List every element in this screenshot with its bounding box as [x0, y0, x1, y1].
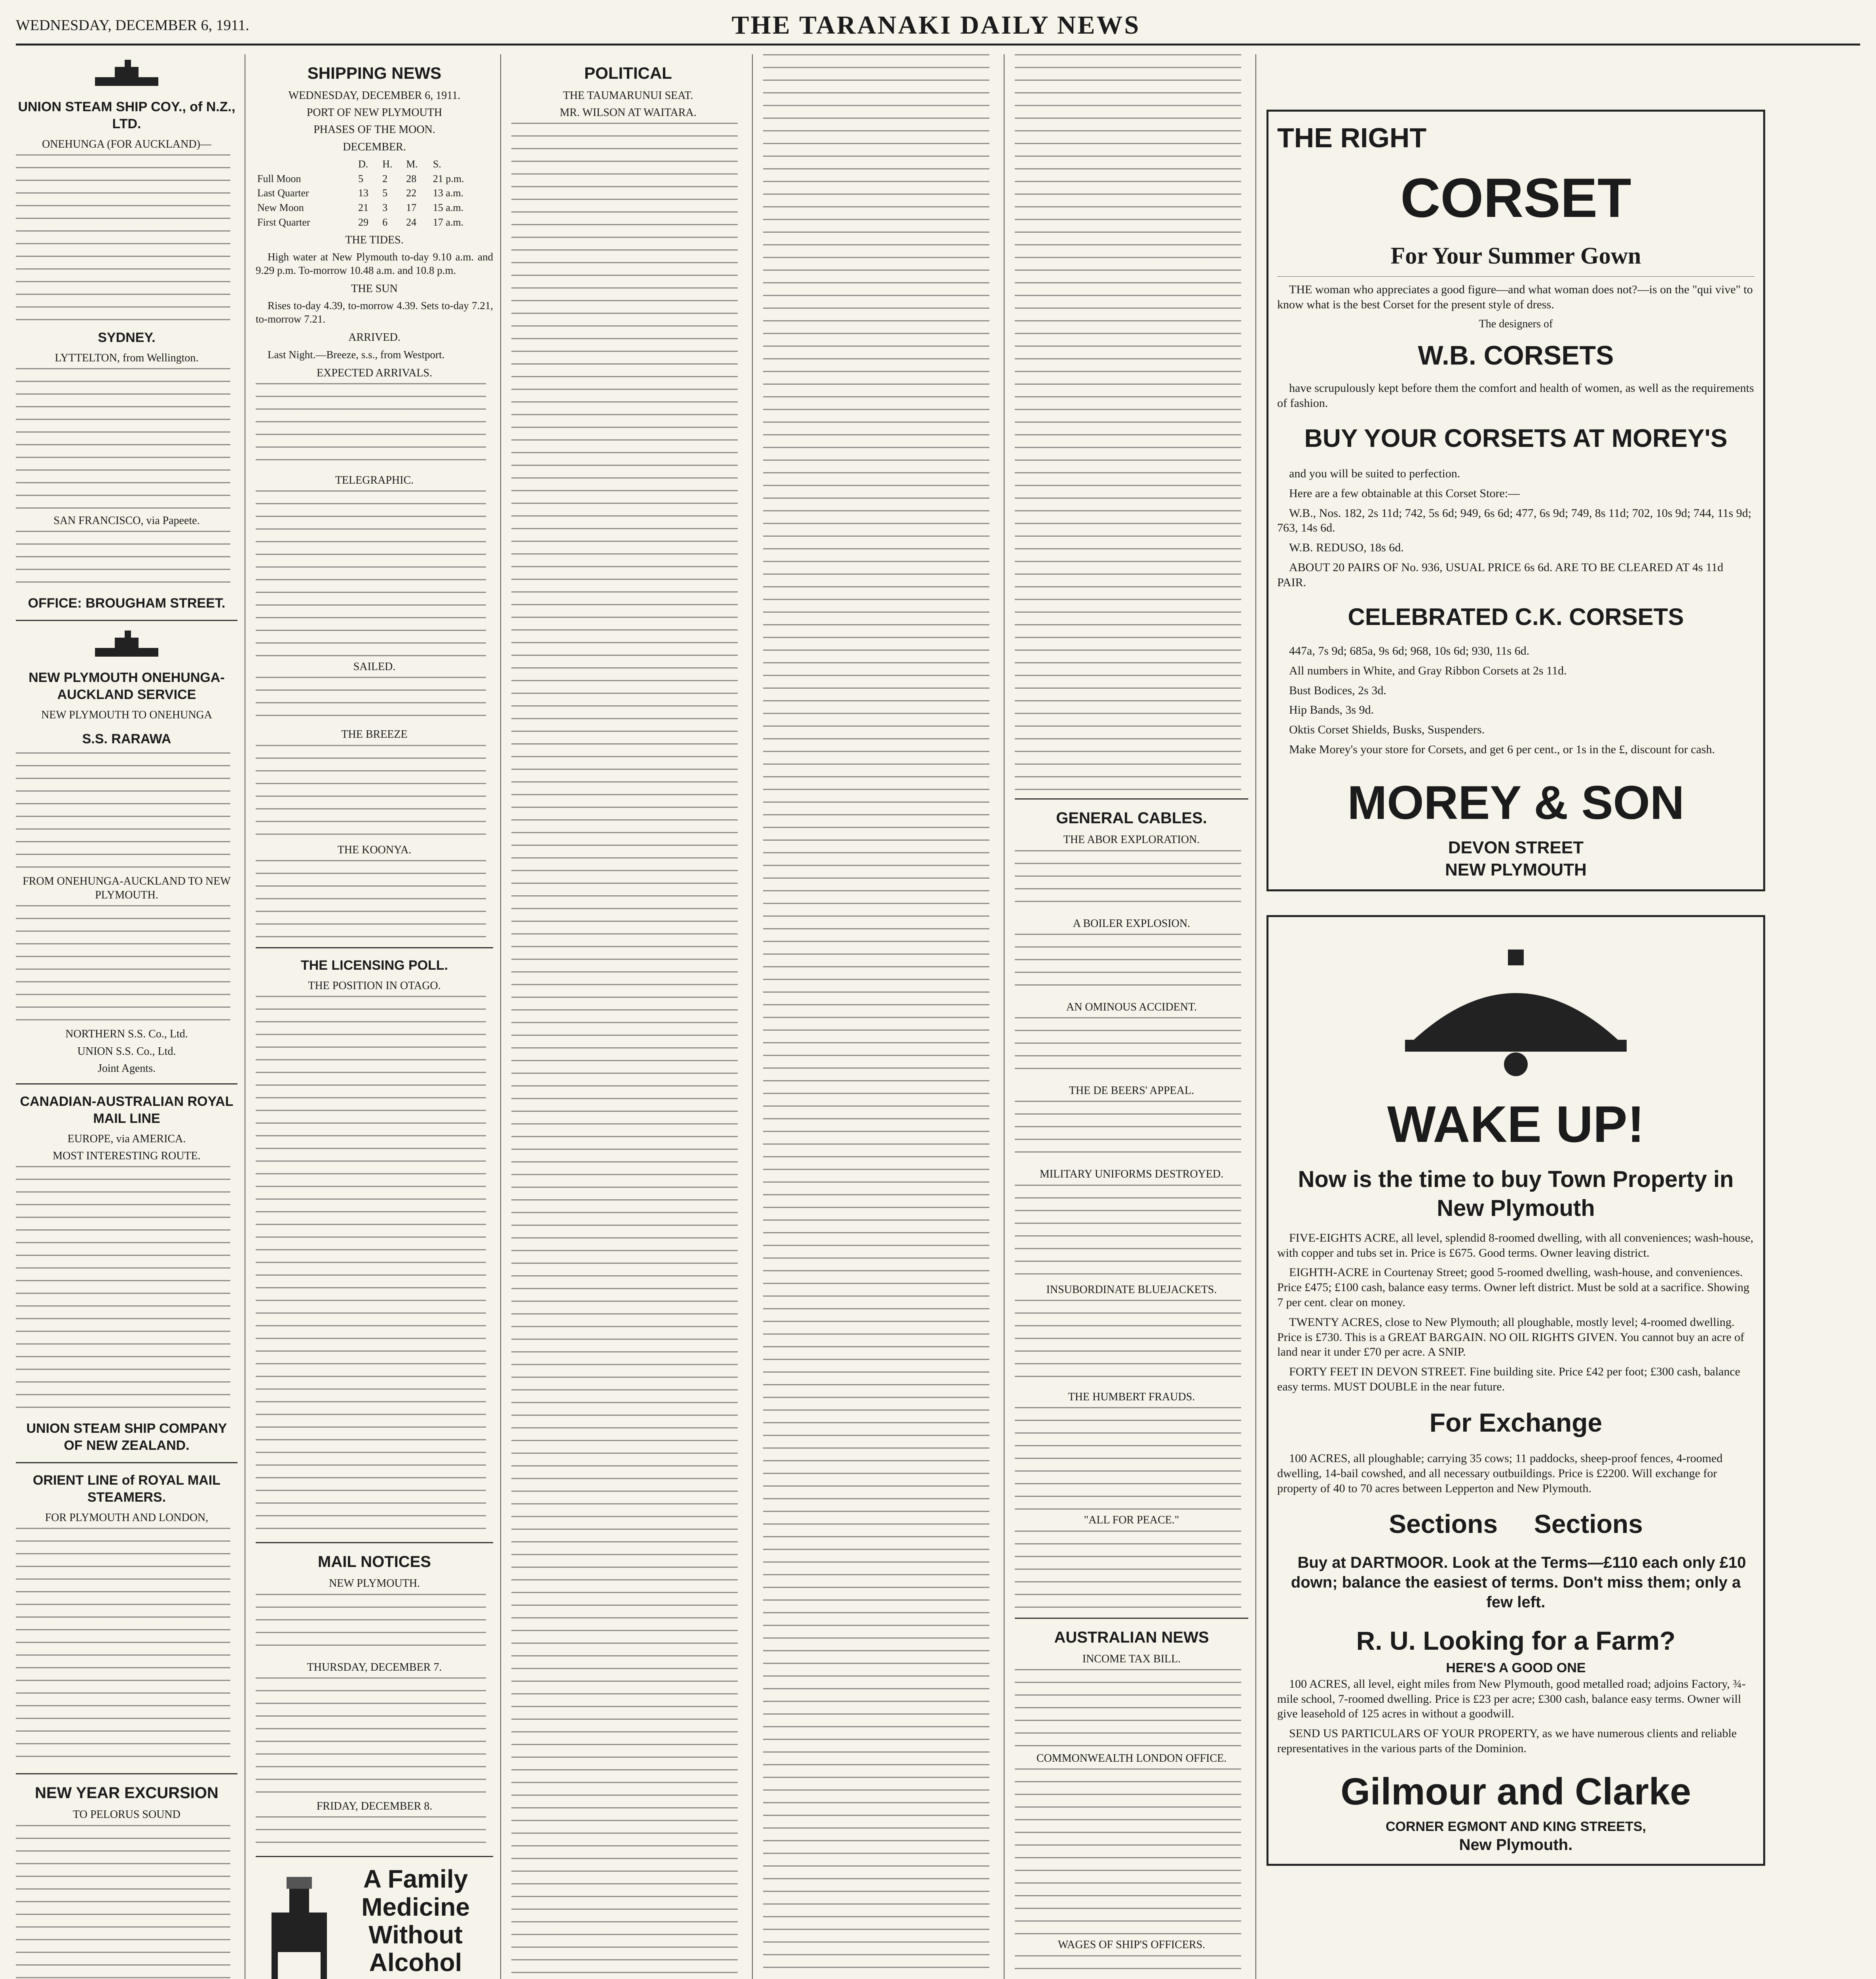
london-office-title: COMMONWEALTH LONDON OFFICE.: [1036, 1752, 1227, 1765]
firm-address: CORNER EGMONT AND KING STREETS,: [1386, 1819, 1646, 1834]
mail-notices-headline: MAIL NOTICES: [318, 1553, 431, 1571]
corset-ad: [1266, 110, 1765, 891]
wb-text: have scrupulously kept before them the comfort and health of women, as well as the requirements of fashion.: [1277, 381, 1754, 410]
ck-corsets: CELEBRATED C.K. CORSETS: [1348, 603, 1684, 630]
wb-prices: W.B., Nos. 182, 2s 11d; 742, 5s 6d; 949, 6s 6d; 477, 6s 9d; 749, 8s 11d; 702, 10s 9d; 744, 11s 9d; 763, 14s 6d.: [1277, 506, 1752, 535]
moon-cell: 3: [382, 202, 388, 214]
perfection-text: and you will be suited to perfection.: [1289, 467, 1460, 480]
moon-phases-title: PHASES OF THE MOON.: [313, 123, 435, 136]
shipping-ads-column: [16, 54, 245, 1979]
town-property-sub: Now is the time to buy Town Property in New Plymouth: [1298, 1166, 1734, 1221]
joint-agents: Joint Agents.: [97, 1062, 156, 1075]
wake-up: WAKE UP!: [1387, 1095, 1644, 1153]
debeers-title: THE DE BEERS' APPEAL.: [1069, 1084, 1194, 1097]
moon-cell: First Quarter: [257, 216, 310, 228]
steamship-icon: [87, 629, 166, 661]
steamship-icon: [87, 58, 166, 90]
new-plymouth: NEW PLYMOUTH: [1445, 860, 1587, 879]
medicine-bottle-icon: [256, 1865, 347, 1979]
issue-date: WEDNESDAY, DECEMBER 6, 1911.: [16, 17, 249, 34]
moon-cell: 21 p.m.: [433, 173, 464, 184]
gilmour-clarke: Gilmour and Clarke: [1341, 1770, 1691, 1813]
koonya-title: THE KOONYA.: [337, 843, 412, 856]
hip-bands: Hip Bands, 3s 9d.: [1289, 703, 1374, 717]
port-name: PORT OF NEW PLYMOUTH: [306, 106, 442, 119]
corset-shields: Oktis Corset Shields, Busks, Suspenders.: [1289, 723, 1485, 737]
political-headline: POLITICAL: [584, 64, 672, 82]
clearance-pairs: ABOUT 20 PAIRS OF No. 936, USUAL PRICE 6s 6d. ARE TO BE CLEARED AT 4s 11d PAIR.: [1277, 560, 1724, 589]
moon-phase-table: [256, 157, 493, 230]
moon-row: [256, 172, 493, 186]
ominous-title: AN OMINOUS ACCIDENT.: [1066, 1001, 1197, 1013]
bust-bodices: Bust Bodices, 2s 3d.: [1289, 684, 1386, 697]
moon-header-cell: [256, 157, 357, 172]
moon-row: [256, 201, 493, 215]
humbert-title: THE HUMBERT FRAUDS.: [1068, 1390, 1195, 1403]
political-continued-column: [763, 54, 1004, 1979]
corset-line1: THE RIGHT: [1277, 122, 1427, 153]
forty-feet: FORTY FEET IN DEVON STREET. Fine building site. Price £42 per foot; £300 cash, balance easy terms. MUST DOUBLE in the near future.: [1277, 1365, 1740, 1394]
looking-for-farm: R. U. Looking for a Farm?: [1356, 1626, 1676, 1655]
moon-month: DECEMBER.: [343, 141, 406, 153]
ck-more: All numbers in White, and Gray Ribbon Corsets at 2s 11d.: [1289, 664, 1567, 677]
moon-cell: 29: [358, 216, 368, 228]
for-exchange: For Exchange: [1429, 1407, 1603, 1437]
military-title: MILITARY UNIFORMS DESTROYED.: [1039, 1168, 1224, 1181]
breeze-title: THE BREEZE: [341, 728, 408, 741]
onehunga-service: NEW PLYMOUTH ONEHUNGA-AUCKLAND SERVICE: [28, 670, 225, 702]
mail-friday: FRIDAY, DECEMBER 8.: [316, 1800, 433, 1812]
moon-cell: 5: [358, 173, 363, 184]
arrived-title: ARRIVED.: [348, 331, 401, 344]
union-company: UNION S.S. Co., Ltd.: [77, 1045, 176, 1058]
moon-header-cell: H.: [382, 158, 393, 170]
peace-title: "ALL FOR PEACE.": [1084, 1514, 1179, 1527]
ck-prices: 447a, 7s 9d; 685a, 9s 6d; 968, 10s 6d; 930, 11s 6d.: [1289, 644, 1530, 658]
moon-cell: 15 a.m.: [433, 202, 464, 214]
onehunga-to-np: FROM ONEHUNGA-AUCKLAND TO NEW PLYMOUTH.: [23, 875, 231, 902]
sun-text: Rises to-day 4.39, to-morrow 4.39. Sets to-day 7.21, to-morrow 7.21.: [256, 300, 493, 325]
corset-designers: The designers of: [1479, 317, 1553, 330]
moon-cell: 21: [358, 202, 368, 214]
excursion-title: NEW YEAR EXCURSION: [35, 1784, 218, 1802]
send-particulars: SEND US PARTICULARS OF YOUR PROPERTY, as we have numerous clients and reliable representatives in the various parts of the Dominion.: [1277, 1727, 1737, 1755]
income-tax-title: INCOME TAX BILL.: [1082, 1652, 1181, 1665]
advertisements-column: [1266, 54, 1772, 1979]
union-office: OFFICE: BROUGHAM STREET.: [28, 596, 226, 611]
sf-route: SAN FRANCISCO, via Papeete.: [53, 515, 200, 527]
wb-corsets: W.B. CORSETS: [1418, 340, 1614, 371]
sun-title: THE SUN: [351, 283, 398, 295]
masthead: [16, 7, 1860, 46]
telegraphic-title: TELEGRAPHIC.: [335, 474, 414, 486]
moon-cell: 5: [382, 187, 388, 199]
sections-heading: Sections Sections: [1389, 1509, 1643, 1539]
taumarunui-seat: THE TAUMARUNUI SEAT.: [563, 89, 693, 102]
moon-cell: 6: [382, 216, 388, 228]
shipping-date: WEDNESDAY, DECEMBER 6, 1911.: [288, 89, 461, 102]
orient-route: FOR PLYMOUTH AND LONDON,: [45, 1511, 209, 1524]
reduso-price: W.B. REDUSO, 18s 6d.: [1289, 541, 1404, 555]
general-cables-headline: GENERAL CABLES.: [1056, 809, 1207, 827]
shipping-news-column: [256, 54, 501, 1979]
ayers-title: A Family Medicine Without Alcohol: [361, 1865, 470, 1977]
boiler-title: A BOILER EXPLOSION.: [1073, 917, 1191, 930]
firm-town: New Plymouth.: [1459, 1836, 1573, 1854]
pelorus-sound: TO PELORUS SOUND: [73, 1808, 180, 1821]
sydney-route: SYDNEY.: [98, 330, 156, 345]
exchange-text: 100 ACRES, all ploughable; carrying 35 cows; 11 paddocks, sheep-proof fences, 4-roomed dwelling, 14-bail cowshed, and all necessary outbuildings. Price is £2200. Will exchange for property of 40 to 70 acres between Lepperton and New Plymouth.: [1277, 1452, 1723, 1495]
wilson-waitara: MR. WILSON AT WAITARA.: [560, 106, 697, 119]
mail-thursday: THURSDAY, DECEMBER 7.: [307, 1661, 442, 1673]
few-obtainable: Here are a few obtainable at this Corset Store:—: [1289, 486, 1520, 500]
licensing-headline: THE LICENSING POLL.: [300, 957, 448, 973]
abor-title: THE ABOR EXPLORATION.: [1063, 834, 1200, 846]
alarm-bell-icon: [1365, 938, 1666, 1080]
moon-header-cell: D.: [358, 158, 368, 170]
dartmoor-sections: Buy at DARTMOOR. Look at the Terms—£110 each only £10 down; balance the easiest of terms. Don't miss them; only a few left.: [1291, 1554, 1746, 1611]
tides-title: THE TIDES.: [345, 234, 404, 246]
arrived-text: Last Night.—Breeze, s.s., from Westport.: [268, 348, 445, 361]
moon-cell: Last Quarter: [257, 187, 309, 199]
eighth-acre: EIGHTH-ACRE in Courtenay Street; good 5-roomed dwelling, wash-house, and conveniences. Price £475; £100 cash, balance easy terms. Owner left district. Must be sold at a sacrifice. Showing 7 per cent. clear on money.: [1277, 1266, 1750, 1309]
interesting-route: MOST INTERESTING ROUTE.: [53, 1150, 201, 1162]
union-company-name: UNION STEAM SHIP COY., of N.Z., LTD.: [18, 99, 235, 131]
moon-cell: New Moon: [257, 202, 304, 214]
moon-cell: 2: [382, 173, 388, 184]
orient-line: ORIENT LINE of ROYAL MAIL STEAMERS.: [32, 1473, 221, 1505]
sailed-title: SAILED.: [353, 661, 396, 673]
moon-cell: 13: [358, 187, 368, 199]
devon-street: DEVON STREET: [1448, 838, 1584, 858]
rarawa-ship: S.S. RARAWA: [82, 731, 171, 747]
australian-news-headline: AUSTRALIAN NEWS: [1054, 1628, 1209, 1646]
good-one: HERE'S A GOOD ONE: [1446, 1660, 1586, 1675]
europe-route: EUROPE, via AMERICA.: [67, 1132, 186, 1145]
moon-cell: 17: [406, 202, 417, 214]
tides-text: High water at New Plymouth to-day 9.10 a.m. and 9.29 p.m. To-morrow 10.48 a.m. and 10.8 p.m.: [256, 251, 493, 276]
northern-company: NORTHERN S.S. Co., Ltd.: [65, 1028, 188, 1041]
moon-cell: 22: [406, 187, 417, 199]
bluejackets-title: INSUBORDINATE BLUEJACKETS.: [1046, 1283, 1217, 1296]
lyttelton-route: LYTTELTON, from Wellington.: [55, 351, 199, 364]
mail-np: NEW PLYMOUTH.: [328, 1577, 420, 1590]
expected-arrivals: EXPECTED ARRIVALS.: [317, 367, 432, 379]
twenty-acres: TWENTY ACRES, close to New Plymouth; all ploughable, mostly level; 4-roomed dwelling. Price is £730. This is a GREAT BARGAIN. NO OIL RIGHTS GIVEN. You cannot buy an acre of land near it under £70 per acre. A SNIP.: [1277, 1315, 1745, 1359]
moon-row: [256, 186, 493, 201]
moon-row: [256, 215, 493, 230]
moon-cell: Full Moon: [257, 173, 301, 184]
political-column: [511, 54, 753, 1979]
moon-header-cell: S.: [433, 158, 441, 170]
shipping-news-headline: SHIPPING NEWS: [307, 64, 442, 82]
np-to-onehunga: NEW PLYMOUTH TO ONEHUNGA: [41, 708, 212, 721]
union-nz: UNION STEAM SHIP COMPANY OF NEW ZEALAND.: [26, 1421, 227, 1453]
moon-cell: 13 a.m.: [433, 187, 464, 199]
moon-cell: 17 a.m.: [433, 216, 464, 228]
newspaper-title: THE TARANAKI DAILY NEWS: [731, 11, 1141, 40]
moon-cell: 24: [406, 216, 417, 228]
property-ad: [1266, 915, 1765, 1866]
morey-and-son: MOREY & SON: [1347, 776, 1684, 829]
moon-table-header: [256, 157, 493, 172]
onehunga-route: ONEHUNGA (FOR AUCKLAND)—: [42, 138, 211, 150]
five-eights-acre: FIVE-EIGHTS ACRE, all level, splendid 8-roomed dwelling, with all conveniences; wash-house, with copper and tubs set in. Price is £675. Good terms. Owner leaving district.: [1277, 1231, 1754, 1259]
corset-intro: THE woman who appreciates a good figure—and what woman does not?—is on the "qui vive" to know what is the best Corset for the present style of dress.: [1277, 283, 1753, 311]
ayers-ad: [256, 1865, 493, 1979]
buy-at-moreys: BUY YOUR CORSETS AT MOREY'S: [1304, 424, 1728, 453]
wages-title: WAGES OF SHIP'S OFFICERS.: [1058, 1939, 1206, 1951]
farm-text: 100 ACRES, all level, eight miles from New Plymouth, good metalled road; adjoins Factory, ¾-mile school, 7-roomed dwelling. Price is £23 per acre; £300 cash, balance easy terms. Owner will give leasehold of 125 acres in without a goodwill.: [1277, 1677, 1746, 1721]
corset-line2: CORSET: [1400, 167, 1631, 229]
cash-discount: Make Morey's your store for Corsets, and get 6 per cent., or 1s in the £, discount for cash.: [1289, 743, 1715, 756]
moon-cell: 28: [406, 173, 417, 184]
cables-column: [1015, 54, 1256, 1979]
canadian-line: CANADIAN-AUSTRALIAN ROYAL MAIL LINE: [20, 1094, 234, 1126]
moon-header-cell: M.: [406, 158, 418, 170]
corset-line3: For Your Summer Gown: [1390, 242, 1641, 269]
otago-position: THE POSITION IN OTAGO.: [308, 979, 441, 992]
